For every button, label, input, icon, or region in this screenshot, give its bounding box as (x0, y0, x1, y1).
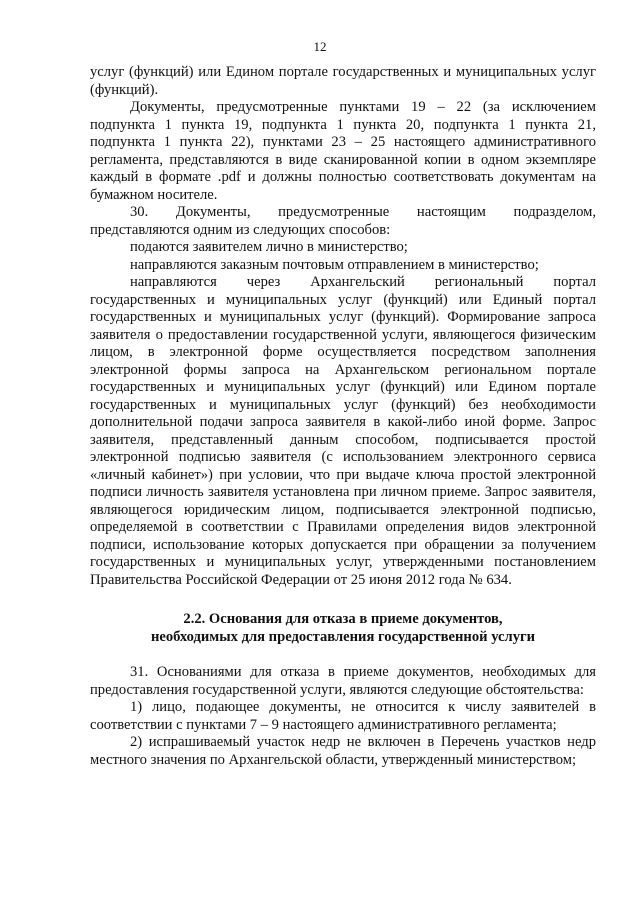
paragraph-ground-2: 2) испрашиваемый участок недр не включен в Перечень участков недр местного значения по Архангельской области, утвержденный министерством; (90, 734, 596, 768)
page-number: 12 (313, 39, 327, 54)
spacer (90, 646, 596, 664)
section-heading-line-1: 2.2. Основания для отказа в приеме документов, (183, 611, 503, 627)
paragraph-ground-1: 1) лицо, подающее документы, не относится к числу заявителей в соответствии с пунктами 7 – 9 настоящего административного регламента; (90, 699, 596, 733)
paragraph-method-portal: направляются через Архангельский региональный портал государственных и муниципальных услуг (функций) или Единый портал государственных и муниципальных услуг (функций). Формирование запроса заявителя о предоставлении государственной услуги, являющегося физическим лицом, в электронной форме осуществляется посредством заполнения электронной формы запроса на Архангельском региональном портале государственных и муниципальных услуг (функций) или Едином портале государственных и муниципальных услуг (функций) без необходимости дополнительной подачи запроса заявителя в какой-либо иной форме. Запрос заявителя, представленный данным способом, подписывается простой электронной подписью заявителя (с использованием электронного сервиса «личный кабинет») при условии, что при выдаче ключа простой электронной подписи личность заявителя установлена при личном приеме. Запрос заявителя, являющегося юридическим лицом, подписывается электронной подписью, определяемой в соответствии с Правилами определения видов электронной подписи, использование которых допускается при обращении за получением государственных и муниципальных услуг, утвержденными постановлением Правительства Российской Федерации от 25 июня 2012 года № 634. (90, 274, 596, 588)
section-heading (90, 611, 596, 646)
paragraph-method-mail: направляются заказным почтовым отправлением в министерство; (130, 256, 539, 273)
document-body (90, 64, 596, 769)
section-heading-line-2: необходимых для предоставления государственной услуги (150, 628, 536, 645)
paragraph-item-31: 31. Основаниями для отказа в приеме документов, необходимых для предоставления государственной услуги, являются следующие обстоятельства: (90, 664, 596, 698)
paragraph-continuation: услуг (функций) или Едином портале государственных и муниципальных услуг (функций). (90, 64, 596, 98)
paragraph-documents-format: Документы, предусмотренные пунктами 19 – 22 (за исключением подпункта 1 пункта 19, подпункта 1 пункта 20, подпункта 1 пункта 21, подпункта 1 пункта 22), пунктами 23 – 25 настоящего административного регламента, представляются в виде сканированной копии в одном экземпляре каждый в формате .pdf и должны полностью соответствовать документам на бумажном носителе. (90, 99, 596, 203)
paragraph-method-in-person: подаются заявителем лично в министерство; (130, 239, 408, 255)
paragraph-item-30: 30. Документы, предусмотренные настоящим подразделом, представляются одним из следующих способов: (90, 204, 596, 238)
